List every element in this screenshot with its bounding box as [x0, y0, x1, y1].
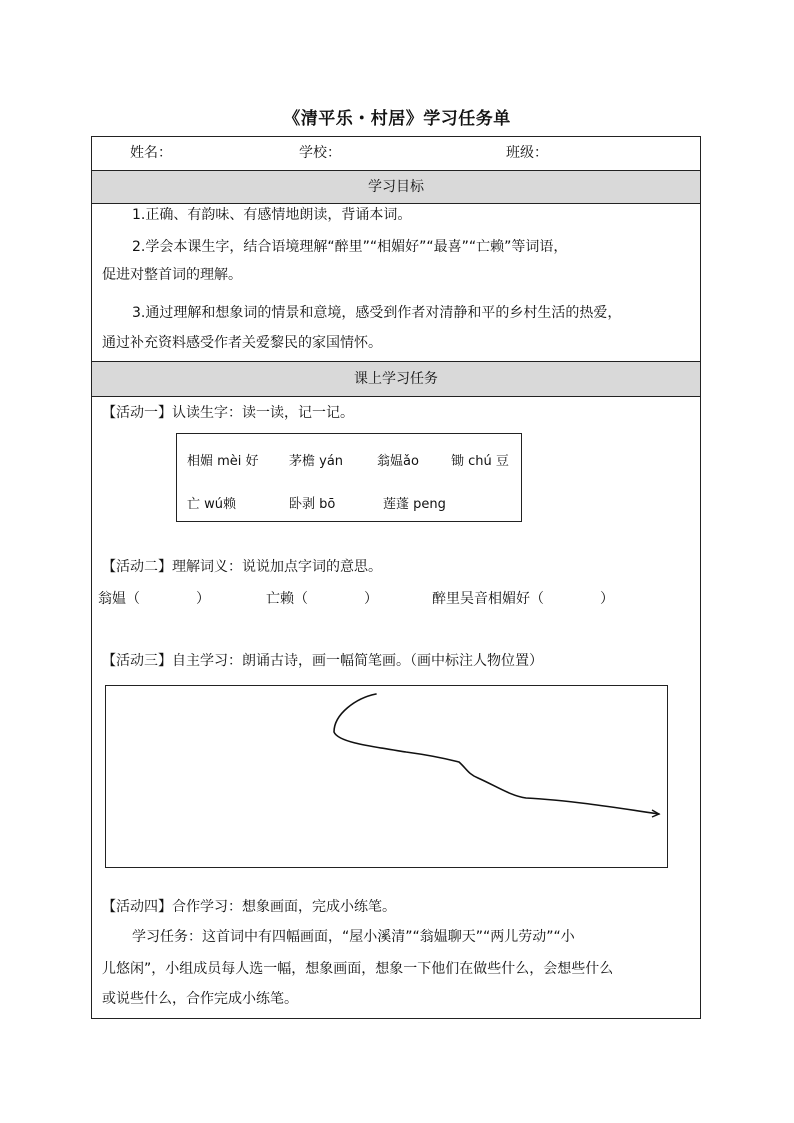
vocab-item: 莲蓬 peng	[383, 497, 446, 512]
page-title: 《清平乐・村居》学习任务单	[283, 109, 511, 129]
task-text-3: 或说些什么，合作完成小练笔。	[102, 991, 298, 1007]
activity-1: 【活动一】认读生字：读一读，记一记。	[102, 405, 354, 421]
vocab-item: 茅檐 yán	[289, 454, 344, 469]
school-label: 学校：	[299, 145, 341, 161]
word-blank: 亡赖（ ）	[266, 591, 378, 607]
name-label: 姓名：	[130, 145, 172, 161]
word-blank: 翁媪（ ）	[98, 591, 210, 607]
task-text-2: 儿悠闲”，小组成员每人选一幅，想象画面，想象一下他们在做些什么，会想些什么	[102, 961, 614, 977]
tasks-header: 课上学习任务	[92, 361, 700, 396]
student-info-row	[92, 137, 700, 170]
activity-2: 【活动二】理解词义：说说加点字词的意思。	[102, 559, 382, 575]
vocab-item: 锄 chú 豆	[451, 454, 509, 469]
activity-4: 【活动四】合作学习：想象画面，完成小练笔。	[102, 899, 396, 915]
class-label: 班级：	[506, 145, 548, 161]
task-text-1: 学习任务：这首词中有四幅画面，“屋小溪清”“翁媪聊天”“两儿劳动”“小	[132, 929, 575, 945]
goal-1: 1.正确、有韵味、有感情地朗读，背诵本词。	[132, 207, 412, 223]
goal-2: 2.学会本课生字，结合语境理解“醉里”“相媚好”“最喜”“亡赖”等词语，	[132, 239, 568, 255]
task-sheet-table	[91, 136, 701, 1019]
hand-drawn-stroke	[106, 686, 669, 869]
vocab-box	[176, 433, 522, 522]
goal-2-cont: 促进对整首词的理解。	[102, 267, 242, 283]
goal-3: 3.通过理解和想象词的情景和意境，感受到作者对清静和平的乡村生活的热爱，	[132, 305, 622, 321]
vocab-item: 亡 wú赖	[187, 497, 237, 512]
goal-3-cont: 通过补充资料感受作者关爱黎民的家国情怀。	[102, 335, 382, 351]
word-blank: 醉里吴音相媚好（ ）	[432, 591, 614, 607]
goals-header: 学习目标	[92, 170, 700, 203]
tasks-divider	[92, 396, 700, 397]
vocab-item: 翁媪ǎo	[377, 454, 419, 469]
vocab-item: 相媚 mèi 好	[187, 454, 259, 469]
drawing-area[interactable]	[105, 685, 668, 868]
vocab-item: 卧剥 bō	[289, 497, 336, 512]
activity-3: 【活动三】自主学习：朗诵古诗，画一幅简笔画。（画中标注人物位置）	[102, 653, 543, 669]
